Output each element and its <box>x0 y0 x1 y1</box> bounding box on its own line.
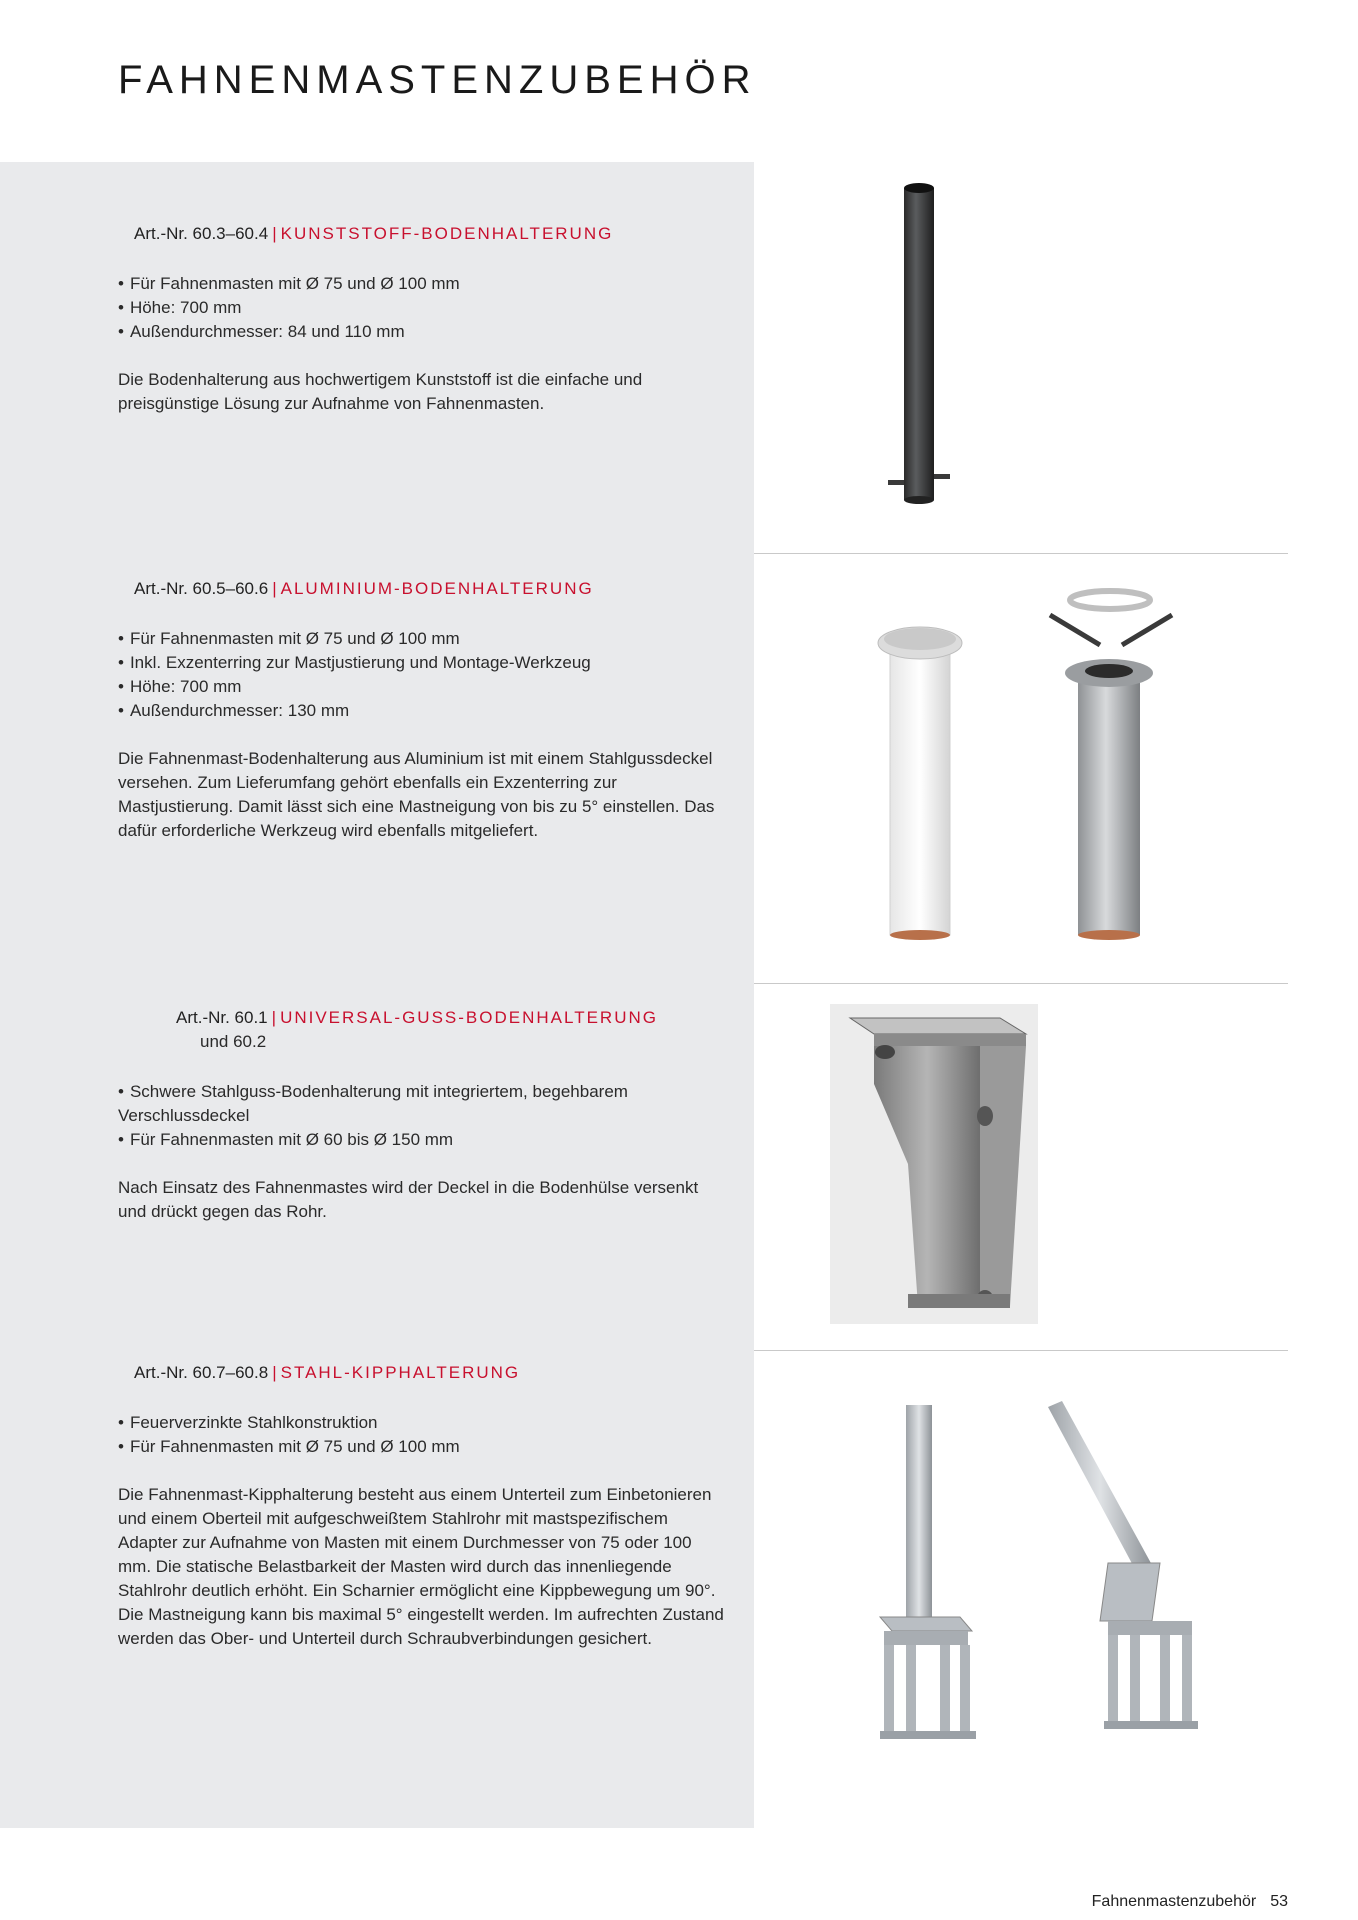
feature-item: • Außendurchmesser: 130 mm <box>118 699 728 723</box>
product-image-guss <box>830 1004 1038 1324</box>
product-heading: Art.-Nr. 60.1 | UNIVERSAL-GUSS-BODENHALTERUNG und 60.2 <box>176 1006 728 1054</box>
product-description: Die Fahnenmast-Kipphalterung besteht aus einem Unterteil zum Einbetonieren und einem Oberteil mit aufgeschweißtem Stahlrohr mit mastspezifischem Adapter zur Aufnahme von Masten mit einem Durchmesser von 75 oder 100 mm. Die statische Belastbarkeit der Masten wird durch das innenliegende Stahlrohr deutlich erhöht. Ein Scharnier ermöglicht eine Kippbewegung um 90°. Die Mastneigung kann bis maximal 5° eingestellt werden. Im aufrechten Zustand werden das Ober- und Unterteil durch Schraubverbindungen gesichert. <box>118 1485 724 1648</box>
product-title: UNIVERSAL-GUSS-BODENHALTERUNG <box>280 1008 658 1027</box>
section-divider <box>754 983 1288 984</box>
product-title: KUNSTSTOFF-BODENHALTERUNG <box>280 224 614 243</box>
feature-list <box>118 1080 728 1152</box>
article-number: Art.-Nr. 60.7–60.8 <box>134 1363 269 1382</box>
product-section-aluminium <box>118 577 728 843</box>
feature-item: • Schwere Stahlguss-Bodenhalterung mit integriertem, begehbarem Verschlussdeckel <box>118 1080 728 1128</box>
product-description: Die Fahnenmast-Bodenhalterung aus Aluminium ist mit einem Stahlgussdeckel versehen. Zum Lieferumfang gehört ebenfalls ein Exzenterring zur Mastjustierung. Damit lässt sich eine Mastneigung von bis zu 5° einstellen. Das dafür erforderliche Werkzeug wird ebenfalls mitgeliefert. <box>118 749 715 840</box>
product-image-aluminium <box>860 585 1180 955</box>
product-title: ALUMINIUM-BODENHALTERUNG <box>280 579 594 598</box>
product-heading: Art.-Nr. 60.7–60.8 | STAHL-KIPPHALTERUNG <box>134 1363 521 1382</box>
product-section-kunststoff <box>118 222 728 416</box>
product-heading: Art.-Nr. 60.3–60.4 | KUNSTSTOFF-BODENHALTERUNG <box>134 224 614 243</box>
footer-label: Fahnenmastenzubehör <box>1091 1893 1257 1910</box>
page-number: 53 <box>1270 1893 1288 1910</box>
article-number: Art.-Nr. 60.5–60.6 <box>134 579 269 598</box>
product-heading: Art.-Nr. 60.5–60.6 | ALUMINIUM-BODENHALTERUNG <box>134 579 594 598</box>
product-description: Die Bodenhalterung aus hochwertigem Kunststoff ist die einfache und preisgünstige Lösung zur Aufnahme von Fahnenmasten. <box>118 370 643 413</box>
page-title: FAHNENMASTENZUBEHÖR <box>118 58 757 102</box>
feature-item: • Für Fahnenmasten mit Ø 75 und Ø 100 mm <box>118 272 728 296</box>
feature-list <box>118 272 728 344</box>
feature-item: • Für Fahnenmasten mit Ø 60 bis Ø 150 mm <box>118 1128 728 1152</box>
product-section-guss <box>118 1006 728 1224</box>
article-number-line2: und 60.2 <box>200 1032 267 1051</box>
page-footer <box>1092 1893 1288 1911</box>
article-number: Art.-Nr. 60.3–60.4 <box>134 224 269 243</box>
feature-item: • Außendurchmesser: 84 und 110 mm <box>118 320 728 344</box>
feature-item: • Feuerverzinkte Stahlkonstruktion <box>118 1411 728 1435</box>
section-divider <box>754 1350 1288 1351</box>
feature-item: • Für Fahnenmasten mit Ø 75 und Ø 100 mm <box>118 627 728 651</box>
feature-item: • Inkl. Exzenterring zur Mastjustierung und Montage-Werkzeug <box>118 651 728 675</box>
section-divider <box>754 553 1288 554</box>
feature-item: • Für Fahnenmasten mit Ø 75 und Ø 100 mm <box>118 1435 728 1459</box>
feature-list <box>118 627 728 723</box>
product-image-kipphalterung <box>840 1395 1210 1755</box>
product-image-kunststoff <box>880 180 960 510</box>
feature-item: • Höhe: 700 mm <box>118 296 728 320</box>
feature-list <box>118 1411 728 1459</box>
feature-item: • Höhe: 700 mm <box>118 675 728 699</box>
product-description: Nach Einsatz des Fahnenmastes wird der Deckel in die Bodenhülse versenkt und drückt gegen das Rohr. <box>118 1178 699 1221</box>
article-number: Art.-Nr. 60.1 <box>176 1008 268 1027</box>
product-title: STAHL-KIPPHALTERUNG <box>280 1363 521 1382</box>
product-section-kipphalterung <box>118 1361 728 1651</box>
